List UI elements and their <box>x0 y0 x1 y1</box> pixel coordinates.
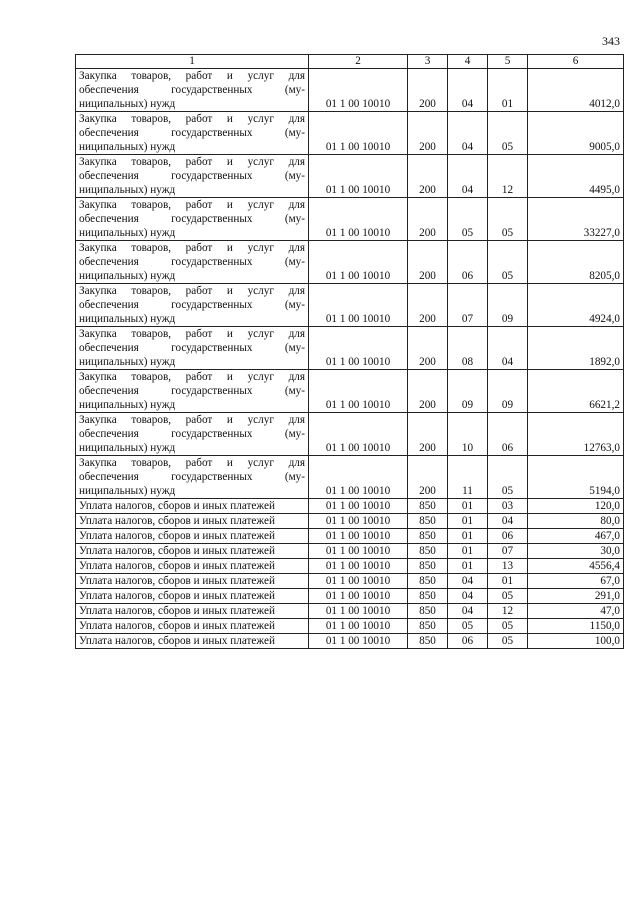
item-name-cell: Закупка товаров, работ и услуг для обеспечения государственных (муниципальных) нужд <box>76 413 309 456</box>
amount-cell: 9005,0 <box>528 112 624 155</box>
column-header-3: 3 <box>408 55 448 69</box>
table-row <box>76 112 624 155</box>
table-row <box>76 559 624 574</box>
section-cell: 04 <box>448 155 488 198</box>
column-header-2: 2 <box>309 55 408 69</box>
column-header-4: 4 <box>448 55 488 69</box>
section-cell: 07 <box>448 284 488 327</box>
expense-type-cell: 850 <box>408 514 448 529</box>
expense-type-cell: 850 <box>408 604 448 619</box>
item-name-cell: Закупка товаров, работ и услуг для обеспечения государственных (муниципальных) нужд <box>76 112 309 155</box>
table-row <box>76 284 624 327</box>
table-row <box>76 514 624 529</box>
amount-cell: 12763,0 <box>528 413 624 456</box>
amount-cell: 4012,0 <box>528 69 624 112</box>
target-code-cell: 01 1 00 10010 <box>309 456 408 499</box>
item-name-cell: Закупка товаров, работ и услуг для обеспечения государственных (муниципальных) нужд <box>76 155 309 198</box>
table-row <box>76 327 624 370</box>
target-code-cell: 01 1 00 10010 <box>309 529 408 544</box>
item-name-cell: Уплата налогов, сборов и иных платежей <box>76 514 309 529</box>
section-cell: 10 <box>448 413 488 456</box>
amount-cell: 5194,0 <box>528 456 624 499</box>
expense-type-cell: 850 <box>408 499 448 514</box>
target-code-cell: 01 1 00 10010 <box>309 284 408 327</box>
item-name-cell: Уплата налогов, сборов и иных платежей <box>76 544 309 559</box>
expense-type-cell: 850 <box>408 619 448 634</box>
amount-cell: 1150,0 <box>528 619 624 634</box>
amount-cell: 467,0 <box>528 529 624 544</box>
amount-cell: 4495,0 <box>528 155 624 198</box>
target-code-cell: 01 1 00 10010 <box>309 544 408 559</box>
target-code-cell: 01 1 00 10010 <box>309 514 408 529</box>
target-code-cell: 01 1 00 10010 <box>309 604 408 619</box>
amount-cell: 1892,0 <box>528 327 624 370</box>
header-row <box>76 55 624 69</box>
table-row <box>76 499 624 514</box>
expense-type-cell: 850 <box>408 544 448 559</box>
expense-type-cell: 200 <box>408 284 448 327</box>
expense-type-cell: 200 <box>408 413 448 456</box>
expense-type-cell: 200 <box>408 370 448 413</box>
target-code-cell: 01 1 00 10010 <box>309 499 408 514</box>
table-row <box>76 619 624 634</box>
subsection-cell: 05 <box>488 112 528 155</box>
section-cell: 04 <box>448 604 488 619</box>
table-row <box>76 155 624 198</box>
amount-cell: 100,0 <box>528 634 624 649</box>
item-name-cell: Уплата налогов, сборов и иных платежей <box>76 589 309 604</box>
amount-cell: 33227,0 <box>528 198 624 241</box>
section-cell: 08 <box>448 327 488 370</box>
subsection-cell: 03 <box>488 499 528 514</box>
subsection-cell: 12 <box>488 604 528 619</box>
target-code-cell: 01 1 00 10010 <box>309 634 408 649</box>
item-name-cell: Закупка товаров, работ и услуг для обеспечения государственных (муниципальных) нужд <box>76 456 309 499</box>
section-cell: 05 <box>448 198 488 241</box>
section-cell: 01 <box>448 529 488 544</box>
subsection-cell: 13 <box>488 559 528 574</box>
subsection-cell: 04 <box>488 514 528 529</box>
expense-type-cell: 200 <box>408 198 448 241</box>
item-name-cell: Закупка товаров, работ и услуг для обеспечения государственных (муниципальных) нужд <box>76 198 309 241</box>
amount-cell: 4556,4 <box>528 559 624 574</box>
section-cell: 09 <box>448 370 488 413</box>
table-row <box>76 604 624 619</box>
section-cell: 11 <box>448 456 488 499</box>
subsection-cell: 07 <box>488 544 528 559</box>
section-cell: 04 <box>448 589 488 604</box>
table-row <box>76 456 624 499</box>
target-code-cell: 01 1 00 10010 <box>309 198 408 241</box>
expense-type-cell: 850 <box>408 529 448 544</box>
amount-cell: 6621,2 <box>528 370 624 413</box>
target-code-cell: 01 1 00 10010 <box>309 413 408 456</box>
table-row <box>76 574 624 589</box>
section-cell: 06 <box>448 634 488 649</box>
table-row <box>76 589 624 604</box>
column-header-1: 1 <box>76 55 309 69</box>
expense-type-cell: 200 <box>408 456 448 499</box>
amount-cell: 47,0 <box>528 604 624 619</box>
target-code-cell: 01 1 00 10010 <box>309 327 408 370</box>
item-name-cell: Уплата налогов, сборов и иных платежей <box>76 619 309 634</box>
table-row <box>76 413 624 456</box>
section-cell: 05 <box>448 619 488 634</box>
amount-cell: 120,0 <box>528 499 624 514</box>
target-code-cell: 01 1 00 10010 <box>309 69 408 112</box>
amount-cell: 291,0 <box>528 589 624 604</box>
subsection-cell: 05 <box>488 456 528 499</box>
subsection-cell: 01 <box>488 574 528 589</box>
table-row <box>76 529 624 544</box>
subsection-cell: 09 <box>488 284 528 327</box>
table-row <box>76 241 624 284</box>
section-cell: 04 <box>448 574 488 589</box>
table-row <box>76 370 624 413</box>
expense-type-cell: 200 <box>408 155 448 198</box>
budget-table <box>75 54 624 649</box>
item-name-cell: Уплата налогов, сборов и иных платежей <box>76 574 309 589</box>
section-cell: 04 <box>448 69 488 112</box>
subsection-cell: 04 <box>488 327 528 370</box>
section-cell: 01 <box>448 514 488 529</box>
subsection-cell: 05 <box>488 634 528 649</box>
target-code-cell: 01 1 00 10010 <box>309 112 408 155</box>
subsection-cell: 05 <box>488 589 528 604</box>
table-header <box>76 55 624 69</box>
target-code-cell: 01 1 00 10010 <box>309 574 408 589</box>
page-number: 343 <box>602 34 620 48</box>
target-code-cell: 01 1 00 10010 <box>309 619 408 634</box>
amount-cell: 30,0 <box>528 544 624 559</box>
item-name-cell: Закупка товаров, работ и услуг для обеспечения государственных (муниципальных) нужд <box>76 370 309 413</box>
target-code-cell: 01 1 00 10010 <box>309 589 408 604</box>
amount-cell: 67,0 <box>528 574 624 589</box>
column-header-6: 6 <box>528 55 624 69</box>
target-code-cell: 01 1 00 10010 <box>309 370 408 413</box>
expense-type-cell: 850 <box>408 559 448 574</box>
table-row <box>76 634 624 649</box>
expense-type-cell: 850 <box>408 574 448 589</box>
table-row <box>76 198 624 241</box>
table-body <box>76 69 624 649</box>
section-cell: 01 <box>448 499 488 514</box>
target-code-cell: 01 1 00 10010 <box>309 559 408 574</box>
item-name-cell: Закупка товаров, работ и услуг для обеспечения государственных (муниципальных) нужд <box>76 241 309 284</box>
expense-type-cell: 200 <box>408 241 448 284</box>
subsection-cell: 12 <box>488 155 528 198</box>
item-name-cell: Уплата налогов, сборов и иных платежей <box>76 529 309 544</box>
amount-cell: 8205,0 <box>528 241 624 284</box>
section-cell: 01 <box>448 544 488 559</box>
subsection-cell: 06 <box>488 529 528 544</box>
target-code-cell: 01 1 00 10010 <box>309 155 408 198</box>
item-name-cell: Уплата налогов, сборов и иных платежей <box>76 559 309 574</box>
expense-type-cell: 200 <box>408 327 448 370</box>
table-row <box>76 544 624 559</box>
expense-type-cell: 850 <box>408 634 448 649</box>
item-name-cell: Закупка товаров, работ и услуг для обеспечения государственных (муниципальных) нужд <box>76 69 309 112</box>
subsection-cell: 05 <box>488 241 528 284</box>
target-code-cell: 01 1 00 10010 <box>309 241 408 284</box>
item-name-cell: Уплата налогов, сборов и иных платежей <box>76 499 309 514</box>
section-cell: 01 <box>448 559 488 574</box>
subsection-cell: 01 <box>488 69 528 112</box>
item-name-cell: Уплата налогов, сборов и иных платежей <box>76 604 309 619</box>
expense-type-cell: 200 <box>408 112 448 155</box>
amount-cell: 80,0 <box>528 514 624 529</box>
subsection-cell: 05 <box>488 619 528 634</box>
column-header-5: 5 <box>488 55 528 69</box>
item-name-cell: Уплата налогов, сборов и иных платежей <box>76 634 309 649</box>
table-row <box>76 69 624 112</box>
subsection-cell: 06 <box>488 413 528 456</box>
section-cell: 04 <box>448 112 488 155</box>
section-cell: 06 <box>448 241 488 284</box>
item-name-cell: Закупка товаров, работ и услуг для обеспечения государственных (муниципальных) нужд <box>76 327 309 370</box>
amount-cell: 4924,0 <box>528 284 624 327</box>
expense-type-cell: 200 <box>408 69 448 112</box>
subsection-cell: 05 <box>488 198 528 241</box>
item-name-cell: Закупка товаров, работ и услуг для обеспечения государственных (муниципальных) нужд <box>76 284 309 327</box>
subsection-cell: 09 <box>488 370 528 413</box>
expense-type-cell: 850 <box>408 589 448 604</box>
